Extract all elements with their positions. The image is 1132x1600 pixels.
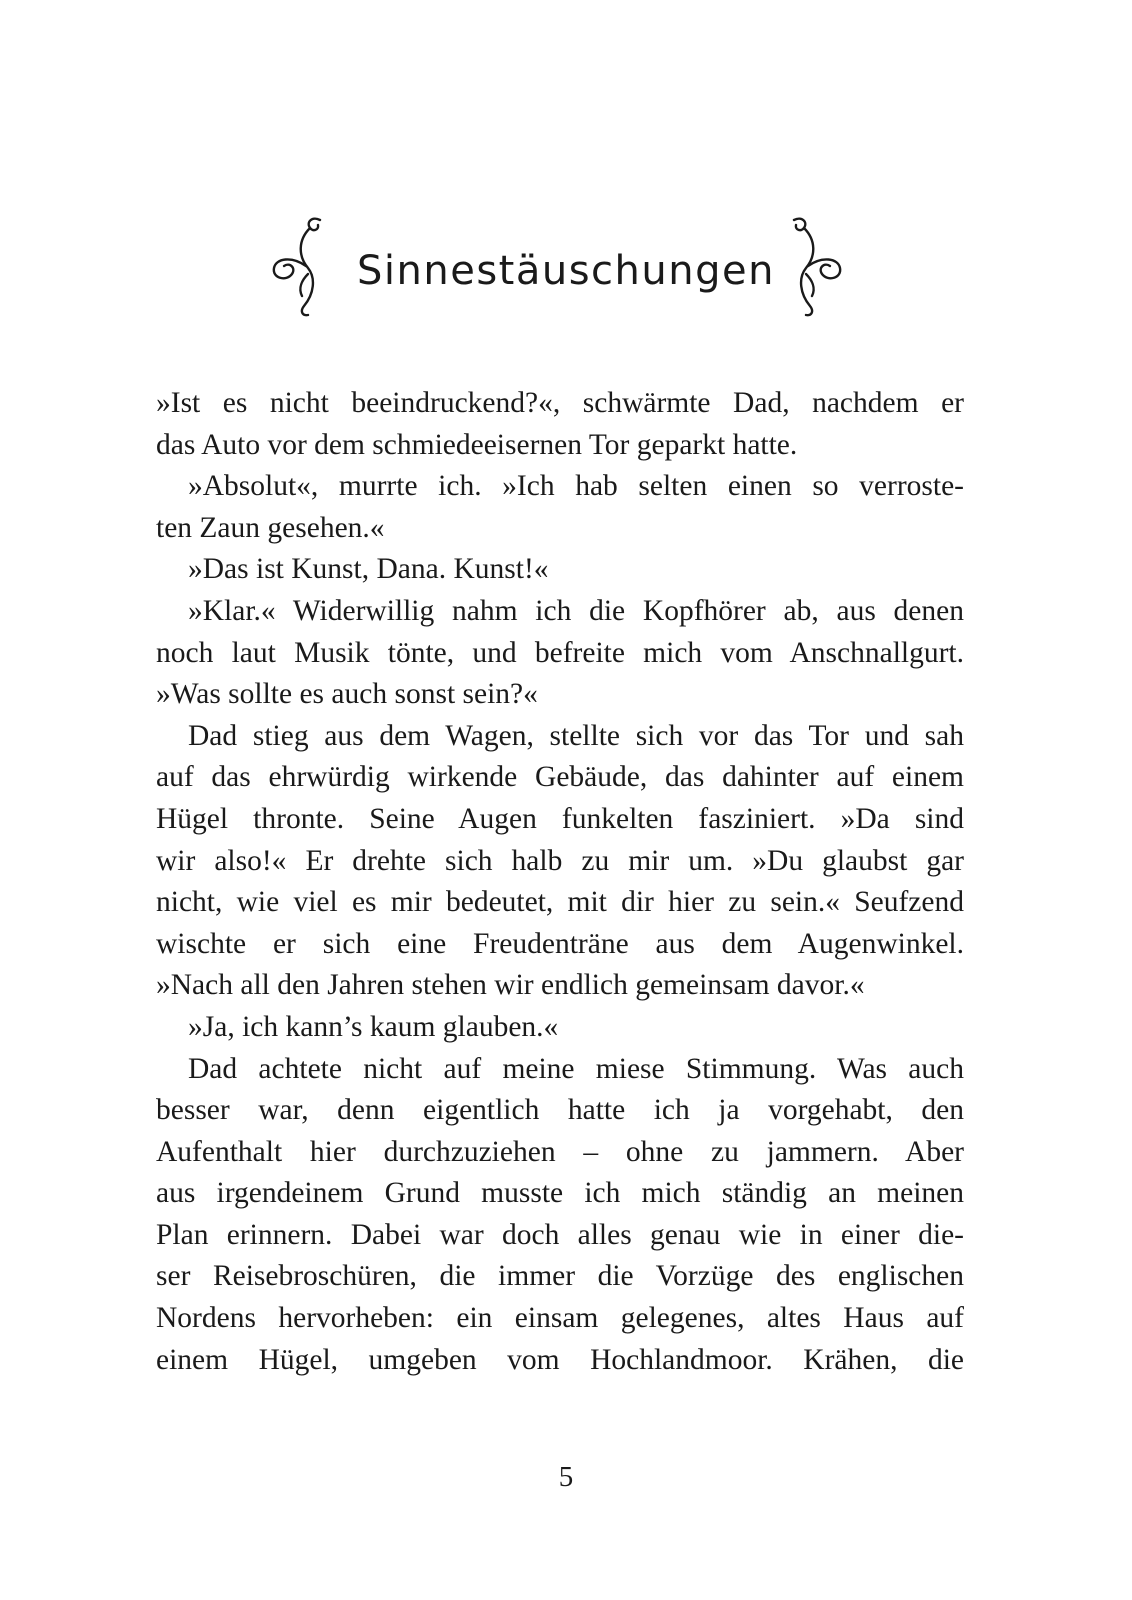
text-line: Aufenthalt hier durchzuziehen – ohne zu jammern. Aber: [156, 1135, 964, 1168]
page-number: 5: [558, 1461, 574, 1493]
text-line: Plan erinnern. Dabei war doch alles genau wie in einer die-: [156, 1218, 964, 1251]
text-line: das Auto vor dem schmiedeeisernen Tor geparkt hatte.: [156, 428, 798, 461]
text-line: »Ja, ich kann’s kaum glauben.«: [188, 1010, 559, 1043]
text-line: »Was sollte es auch sonst sein?«: [156, 678, 538, 711]
chapter-heading: [0, 212, 1132, 322]
text-line: ten Zaun gesehen.«: [156, 511, 385, 544]
chapter-body-text: [156, 383, 964, 1381]
text-line: Nordens hervorheben: ein einsam gelegenes, altes Haus auf: [156, 1302, 964, 1335]
text-line: »Klar.« Widerwillig nahm ich die Kopfhörer ab, aus denen: [188, 594, 964, 627]
text-line: »Absolut«, murrte ich. »Ich hab selten einen so verroste-: [188, 470, 964, 503]
text-line: Dad stieg aus dem Wagen, stellte sich vor das Tor und sah: [188, 719, 964, 752]
text-line: wischte er sich eine Freudenträne aus dem Augenwinkel.: [156, 927, 964, 960]
chapter-title: Sinnestäuschungen: [357, 248, 775, 294]
text-line: einem Hügel, umgeben vom Hochlandmoor. Krähen, die: [156, 1343, 964, 1376]
text-line: auf das ehrwürdig wirkende Gebäude, das dahinter auf einem: [156, 761, 964, 794]
text-line: »Nach all den Jahren stehen wir endlich gemeinsam davor.«: [156, 969, 865, 1002]
text-line: ser Reisebroschüren, die immer die Vorzüge des englischen: [156, 1260, 964, 1293]
text-line: »Ist es nicht beeindruckend?«, schwärmte Dad, nachdem er: [156, 387, 964, 419]
text-line: besser war, denn eigentlich hatte ich ja vorgehabt, den: [156, 1094, 964, 1127]
text-line: Dad achtete nicht auf meine miese Stimmung. Was auch: [188, 1052, 964, 1085]
text-line: noch laut Musik tönte, und befreite mich vom Anschnallgurt.: [156, 636, 964, 669]
text-line: wir also!« Er drehte sich halb zu mir um. »Du glaubst gar: [156, 844, 964, 877]
scroll-flourish-icon: [776, 212, 846, 322]
text-line: aus irgendeinem Grund musste ich mich ständig an meinen: [156, 1177, 964, 1210]
text-line: »Das ist Kunst, Dana. Kunst!«: [188, 553, 549, 586]
text-line: nicht, wie viel es mir bedeutet, mit dir hier zu sein.« Seufzend: [156, 886, 964, 919]
text-line: Hügel thronte. Seine Augen funkelten fasziniert. »Da sind: [156, 802, 964, 835]
